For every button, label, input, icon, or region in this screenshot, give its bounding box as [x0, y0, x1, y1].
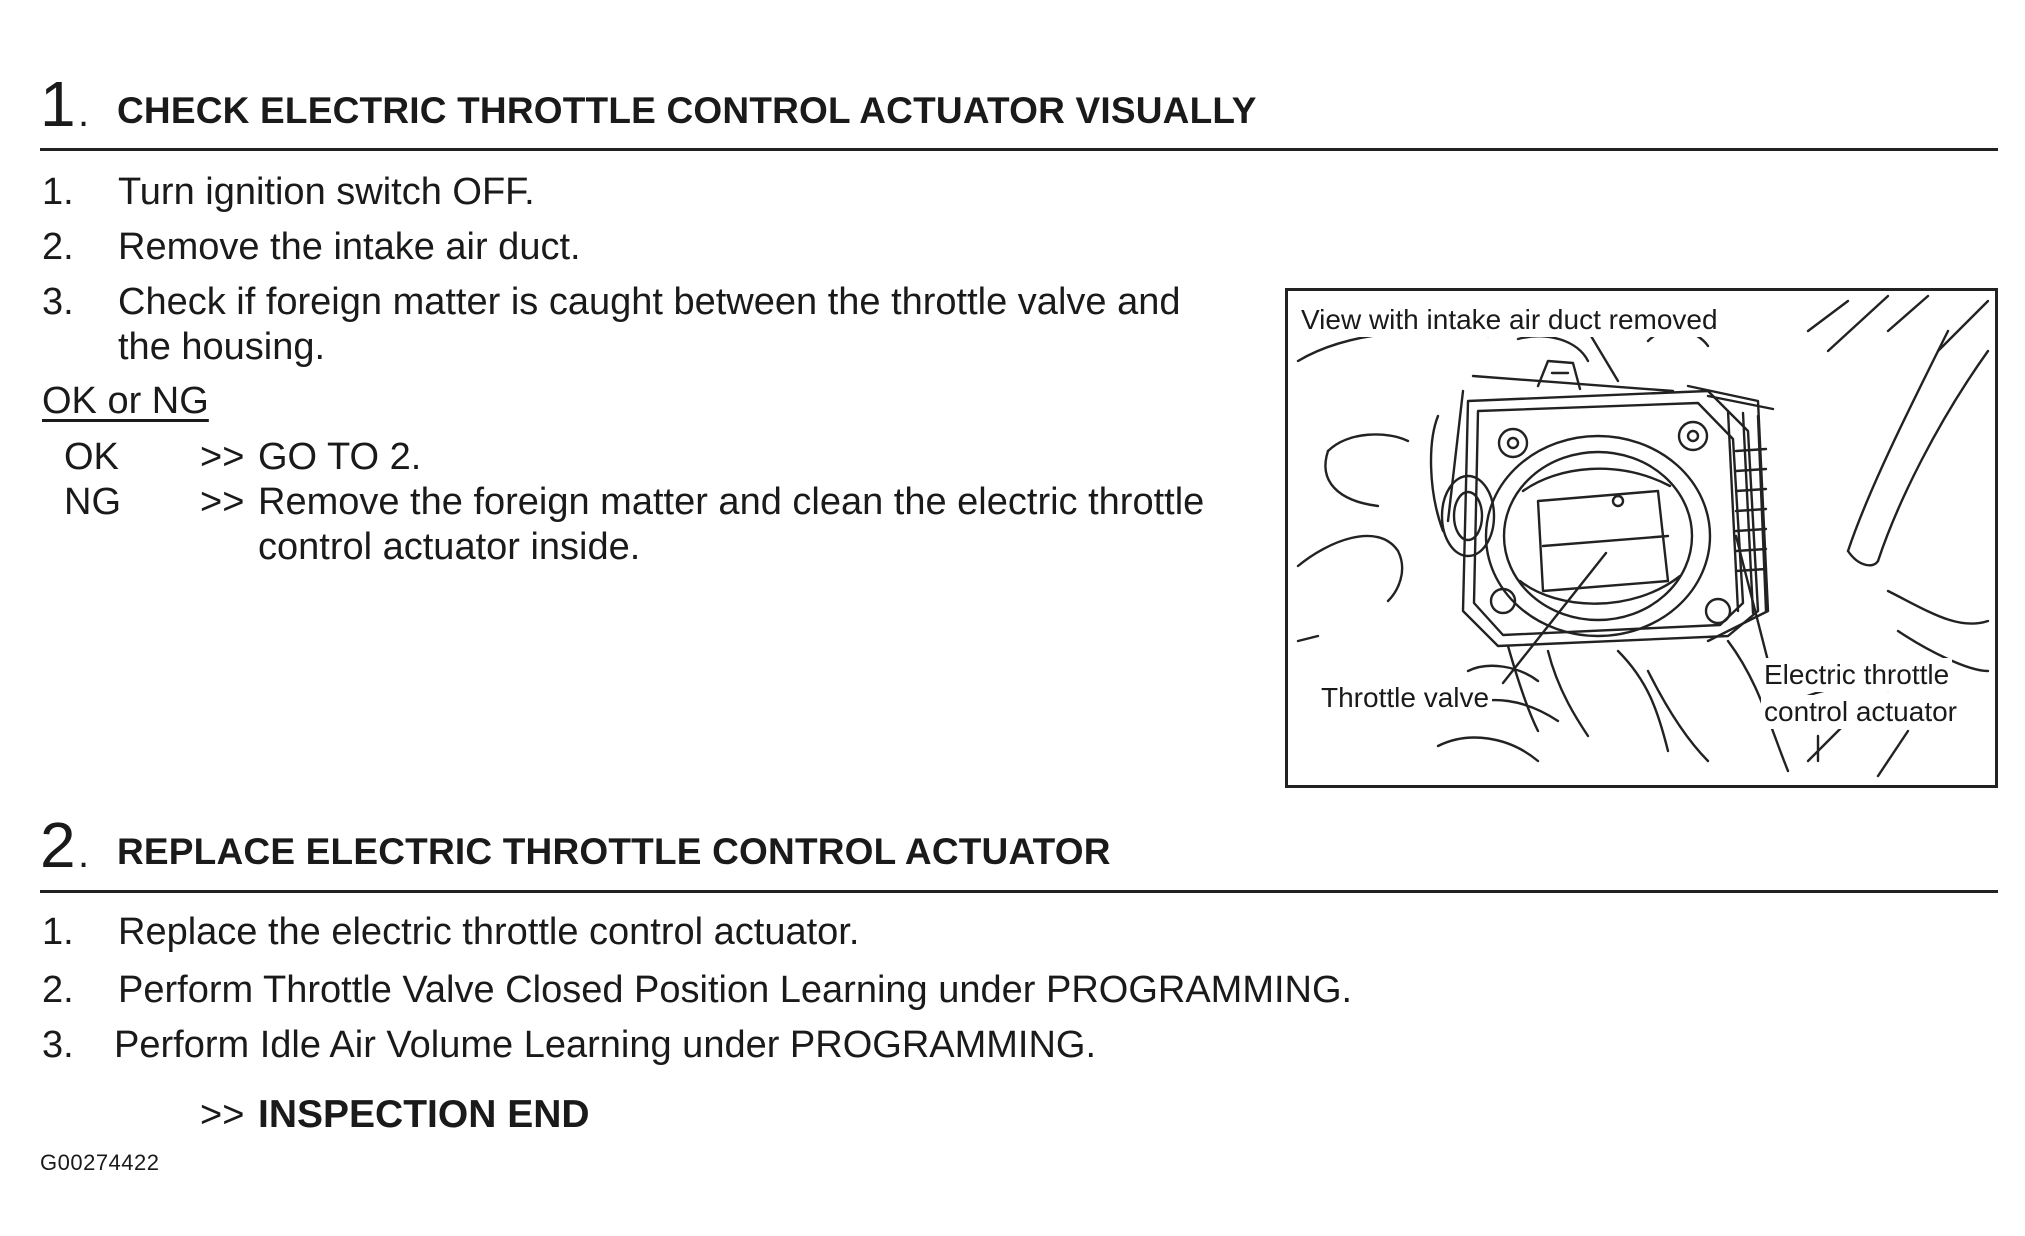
step-1-item-3-number: 3. — [42, 281, 74, 323]
inspection-end-arrow: >> — [200, 1094, 245, 1136]
step-2-title: REPLACE ELECTRIC THROTTLE CONTROL ACTUATOR — [117, 831, 1111, 872]
ok-or-ng-heading: OK or NG — [42, 380, 209, 422]
step-1-item-2-text: Remove the intake air duct. — [118, 226, 581, 268]
figure-code: G00274422 — [40, 1150, 160, 1175]
step-2-item-1-text: Replace the electric throttle control actuator. — [118, 911, 860, 953]
step-2-dot: . — [78, 832, 90, 876]
step-2-item-3-text: Perform Idle Air Volume Learning under PROGRAMMING. — [114, 1024, 1097, 1066]
result-ng-action-line2: control actuator inside. — [258, 526, 641, 568]
result-ng-action-line1: Remove the foreign matter and clean the electric throttle — [258, 481, 1205, 523]
step-2-number: 2 — [40, 809, 76, 881]
step-1-rule — [40, 148, 1998, 151]
step-2-item-1-number: 1. — [42, 911, 74, 953]
step-2-item-3-number: 3. — [42, 1024, 74, 1066]
inspection-end-text: INSPECTION END — [258, 1093, 590, 1136]
result-ok-arrow: >> — [200, 436, 245, 478]
step-1-item-1-text: Turn ignition switch OFF. — [118, 171, 535, 213]
result-ok-action: GO TO 2. — [258, 436, 422, 478]
step-2-item-2-text: Perform Throttle Valve Closed Position Learning under PROGRAMMING. — [118, 969, 1353, 1011]
actuator-label-line2: control actuator — [1761, 695, 1960, 729]
actuator-label-line1: Electric throttle — [1761, 658, 1952, 692]
result-ok-code: OK — [64, 436, 119, 478]
step-1-title: CHECK ELECTRIC THROTTLE CONTROL ACTUATOR VISUALLY — [117, 90, 1257, 131]
step-2-rule — [40, 890, 1998, 893]
result-ng-arrow: >> — [200, 481, 245, 523]
step-1-item-3-text-line1: Check if foreign matter is caught between the throttle valve and — [118, 281, 1181, 323]
throttle-valve-label: Throttle valve — [1318, 681, 1492, 715]
step-1-item-2-number: 2. — [42, 226, 74, 268]
step-1-item-3-text-line2: the housing. — [118, 326, 326, 368]
step-1-number: 1 — [40, 68, 76, 140]
step-1-item-1-number: 1. — [42, 171, 74, 213]
step-1-dot: . — [78, 91, 90, 135]
result-ng-code: NG — [64, 481, 121, 523]
figure-caption: View with intake air duct removed — [1298, 303, 1721, 337]
step-2-item-2-number: 2. — [42, 969, 74, 1011]
throttle-body-figure — [1285, 288, 1998, 788]
